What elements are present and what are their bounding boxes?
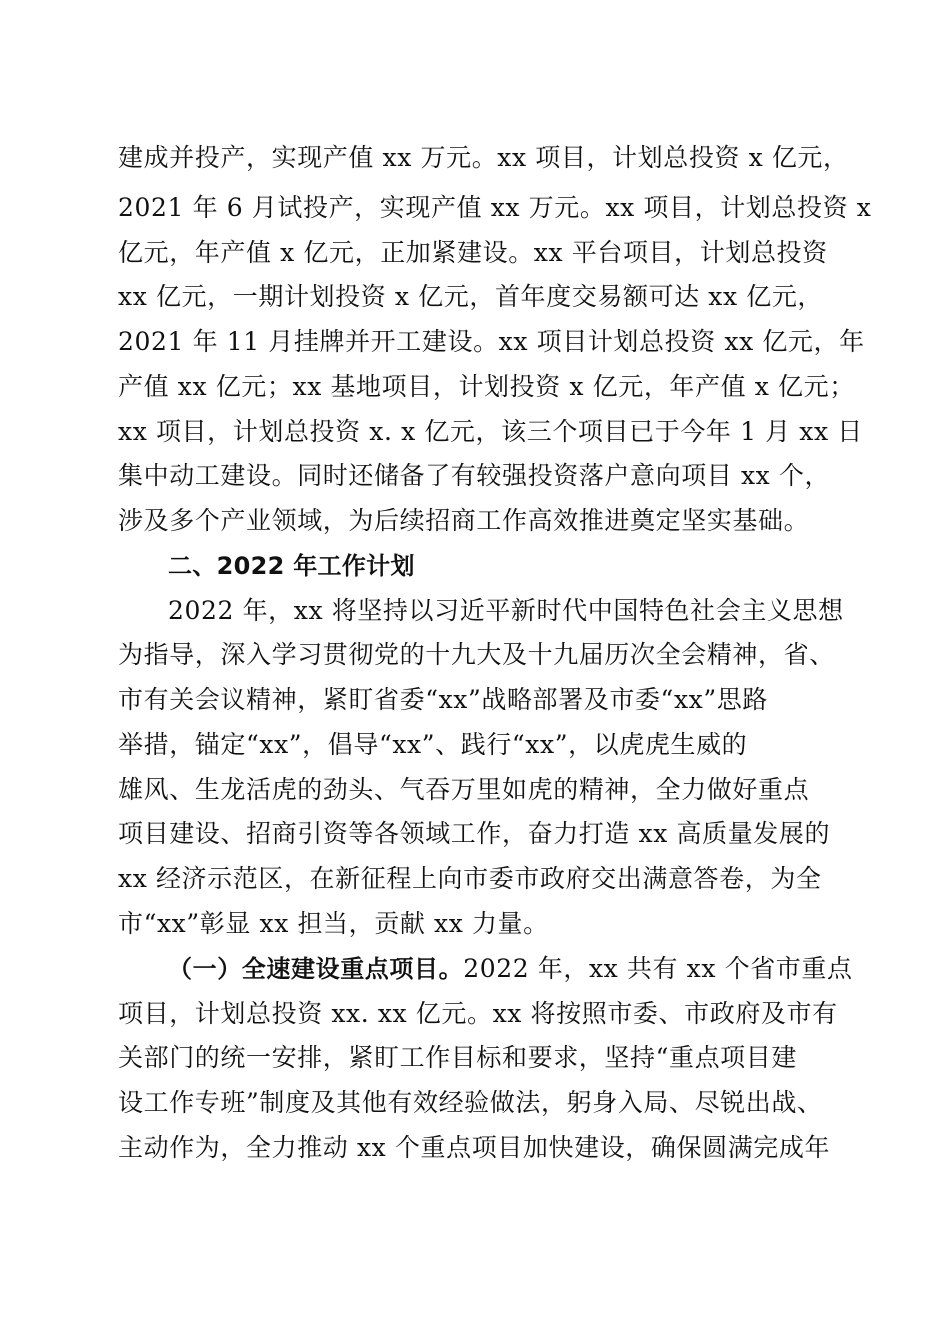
text-line: 市有关会议精神，紧盯省委“xx”战略部署及市委“xx”思路 [118, 685, 768, 714]
text-line: 市“xx”彰显 xx 担当，贡献 xx 力量。 [118, 909, 549, 938]
text-line: 集中动工建设。同时还储备了有较强投资落户意向项目 xx 个， [118, 461, 831, 490]
text-line: 雄风、生龙活虎的劲头、气吞万里如虎的精神，全力做好重点 [118, 775, 810, 804]
text-line: 2021 年 6 月试投产，实现产值 xx 万元。xx 项目，计划总投资 x [118, 193, 872, 222]
section-heading: 二、2022 年工作计划 [168, 552, 415, 580]
subsection-first-line [168, 949, 888, 989]
text-line: 建成并投产，实现产值 xx 万元。xx 项目，计划总投资 x 亿元， [118, 143, 849, 172]
subsection-title: （一）全速建设重点项目。 [168, 955, 464, 983]
text-line: 主动作为，全力推动 xx 个重点项目加快建设，确保圆满完成年 [118, 1133, 831, 1162]
text-line: 项目，计划总投资 xx. xx 亿元。xx 将按照市委、市政府及市有 [118, 999, 838, 1028]
text-line: 举措，锚定“xx”，倡导“xx”、践行“xx”，以虎虎生威的 [118, 730, 748, 759]
text-line: 项目建设、招商引资等各领域工作，奋力打造 xx 高质量发展的 [118, 819, 831, 848]
text-line: 涉及多个产业领域，为后续招商工作高效推进奠定坚实基础。 [118, 506, 810, 535]
text-line: xx 项目，计划总投资 x. x 亿元，该三个项目已于今年 1 月 xx 日 [118, 417, 863, 446]
text-line: 设工作专班”制度及其他有效经验做法，躬身入局、尽锐出战、 [118, 1088, 823, 1117]
subsection-first-line-rest: 2022 年，xx 共有 xx 个省市重点 [463, 954, 853, 983]
text-line: xx 经济示范区，在新征程上向市委市政府交出满意答卷，为全 [118, 864, 822, 893]
text-line: 为指导，深入学习贯彻党的十九大及十九届历次全会精神，省、 [118, 640, 835, 669]
text-line: 产值 xx 亿元；xx 基地项目，计划投资 x 亿元，年产值 x 亿元； [118, 372, 855, 401]
text-line: 2022 年，xx 将坚持以习近平新时代中国特色社会主义思想 [168, 596, 844, 625]
text-line: 关部门的统一安排，紧盯工作目标和要求，坚持“重点项目建 [118, 1043, 797, 1072]
text-line: xx 亿元，一期计划投资 x 亿元，首年度交易额可达 xx 亿元， [118, 282, 824, 311]
text-line: 2021 年 11 月挂牌并开工建设。xx 项目计划总投资 xx 亿元，年 [118, 327, 865, 356]
text-line: 亿元，年产值 x 亿元，正加紧建设。xx 平台项目，计划总投资 [118, 238, 828, 267]
